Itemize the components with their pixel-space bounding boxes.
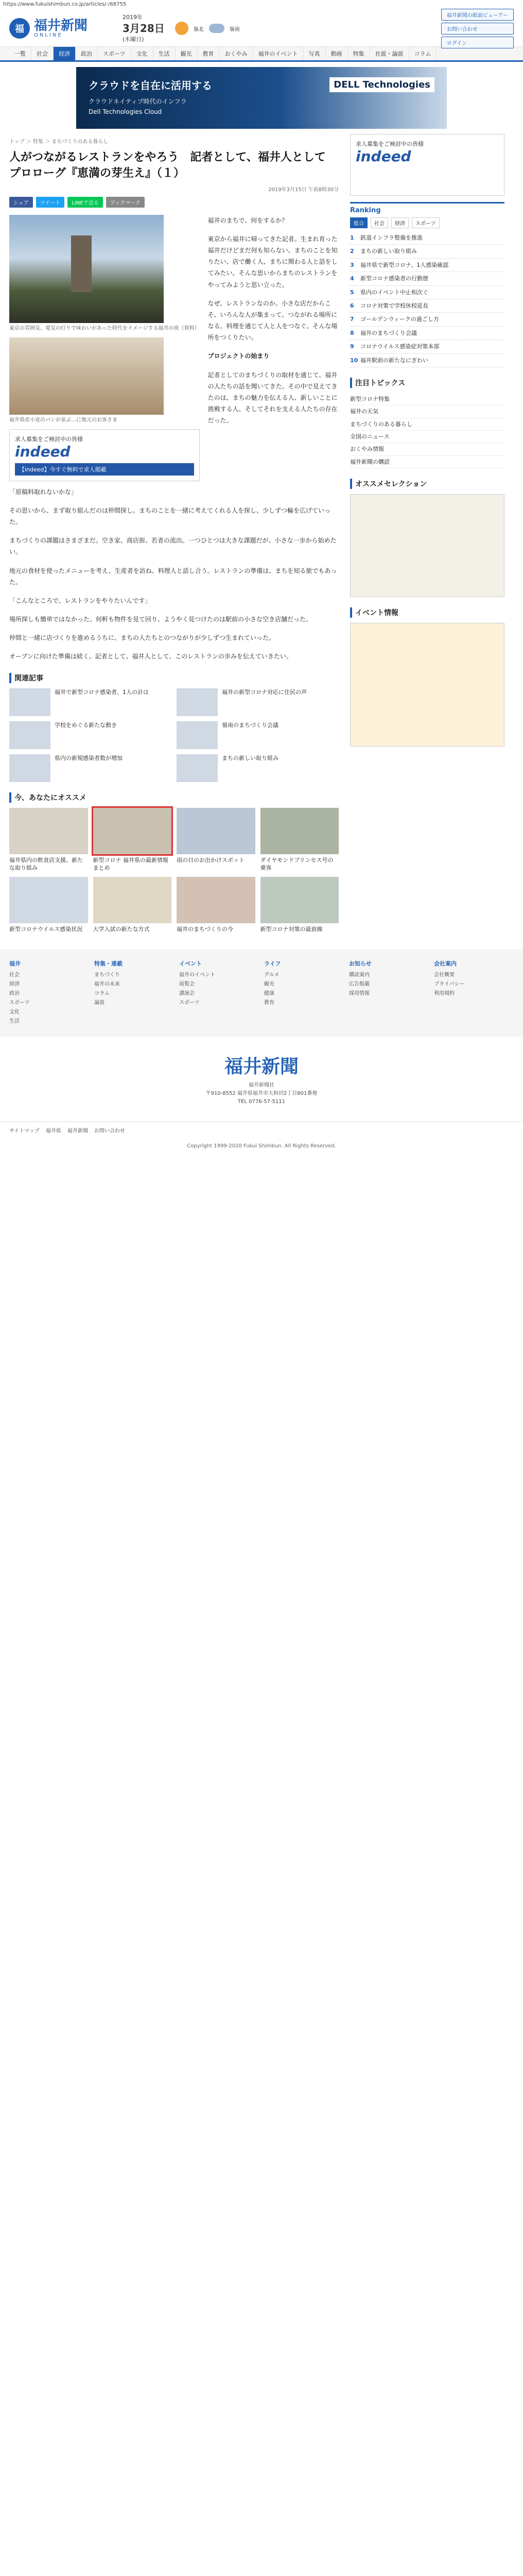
- photo-caption-2: 福井県産小麦のパンが並ぶ…に地元のお客さま: [9, 417, 117, 423]
- footer-bottom-links: [0, 1122, 523, 1138]
- ranking-title: コロナ対策で学校休校延長: [360, 302, 428, 309]
- topic-item[interactable]: おくやみ情報: [350, 443, 504, 455]
- footer-link[interactable]: 文化: [9, 1009, 20, 1015]
- indeed-tagline: 【indeed】今すぐ無料で求人掲載: [15, 463, 194, 476]
- recommend-item[interactable]: 雨の日のお出かけスポット: [177, 808, 255, 872]
- ranking-tab[interactable]: 経済: [391, 217, 409, 228]
- main-nav: [0, 47, 523, 62]
- footer-column-heading: 特集・連載: [94, 960, 123, 967]
- ranking-list: [350, 231, 504, 367]
- nav-item[interactable]: 福井のイベント: [253, 47, 304, 60]
- cloud-icon: [209, 24, 224, 33]
- photo-caption: 東京の雰囲気、電気の灯りで味わいがあった時代をイメージする福井の夜（資料）: [9, 325, 200, 331]
- article-paragraph: 場所探しも簡単ではなかった。何軒も物件を見て回り、ようやく見つけたのは駅前の小さな空き店舗だった。: [9, 616, 312, 623]
- related-item[interactable]: 学校をめぐる新たな動き: [9, 721, 171, 749]
- nav-item[interactable]: 経済: [54, 47, 76, 60]
- article-subheading: プロジェクトの始まり: [207, 352, 270, 360]
- related-thumb: [9, 688, 50, 716]
- ranking-number: 1: [350, 234, 354, 241]
- ranking-title: 福井県で新型コロナ、1人感染確認: [360, 261, 449, 268]
- ranking-heading: Ranking: [350, 207, 381, 214]
- footer-column: [179, 959, 259, 1026]
- footer-links: [0, 949, 523, 1037]
- browser-url: https://www.fukuishimbun.co.jp/articles/-/68755: [3, 2, 127, 7]
- footer-link[interactable]: 会社概要: [434, 972, 455, 978]
- selection-ad[interactable]: [350, 494, 504, 597]
- ranking-tab[interactable]: 社会: [371, 217, 388, 228]
- twitter-share-button[interactable]: ツイート: [36, 197, 65, 208]
- banner-line1: クラウドを自在に活用する: [89, 79, 212, 92]
- ranking-tab[interactable]: 総合: [350, 217, 368, 228]
- topic-item[interactable]: 福井の天気: [350, 405, 504, 418]
- nav-item[interactable]: 文化: [131, 47, 153, 60]
- ranking-title: ゴールデンウィークの過ごし方: [360, 316, 439, 323]
- topic-item[interactable]: 全国のニュース: [350, 431, 504, 443]
- footer-link[interactable]: 経済: [9, 981, 20, 987]
- ranking-number: 5: [350, 289, 354, 296]
- nav-item[interactable]: 教育: [198, 47, 220, 60]
- footer-column: [9, 959, 89, 1026]
- footer-link[interactable]: まちづくり: [94, 972, 120, 978]
- footer-link[interactable]: スポーツ: [9, 999, 30, 1006]
- footer-link[interactable]: 利用規約: [434, 990, 455, 996]
- ranking-number: 2: [350, 248, 354, 255]
- footer-link[interactable]: 政治: [9, 990, 20, 996]
- article-paragraph: 記者としてのまちづくりの取材を通じて、福井の人たちの話を聞いてきた。その中で見えてきたのは、まちの魅力を伝える人、新しいことに挑戦する人、そしてそれを支える人たちの存在だった。: [207, 371, 338, 425]
- ranking-number: 6: [350, 302, 354, 309]
- nav-item[interactable]: コラム: [409, 47, 437, 60]
- nav-item[interactable]: 動画: [326, 47, 348, 60]
- related-item[interactable]: 嶺南のまちづくり会議: [177, 721, 339, 749]
- ranking-title: まちの新しい取り組み: [360, 248, 417, 255]
- footer-link[interactable]: 社会: [9, 972, 20, 978]
- weather[interactable]: [175, 22, 240, 35]
- copyright: Copyright 1999-2020 Fukui Shimbun. All Rights Reserved.: [187, 1143, 336, 1149]
- date-display: [123, 13, 165, 44]
- nav-item[interactable]: 社会: [31, 47, 54, 60]
- footer-bottom-link[interactable]: 福井県: [45, 1128, 61, 1134]
- sidebar: [350, 134, 504, 934]
- footer-bottom-link[interactable]: サイトマップ: [9, 1128, 40, 1134]
- article-main: [9, 134, 339, 934]
- ranking-item[interactable]: [350, 272, 504, 285]
- related-heading: 関連記事: [9, 673, 339, 683]
- related-thumb: [9, 721, 50, 749]
- ranking-item[interactable]: [350, 354, 504, 367]
- footer-link[interactable]: 広告掲載: [349, 981, 370, 987]
- footer-column-heading: 福井: [9, 960, 21, 967]
- sidebar-indeed-logo: indeed: [356, 148, 411, 165]
- article-paragraph: 仲間と一緒に店づくりを進めるうちに、まちの人たちとのつながりが少しずつ生まれていった。: [9, 634, 275, 642]
- footer-link[interactable]: 論説: [94, 999, 104, 1006]
- nav-item[interactable]: スポーツ: [98, 47, 131, 60]
- publish-date: 2019年3月15日 午前8時30分: [268, 187, 339, 193]
- ranking-number: 3: [350, 261, 354, 268]
- topic-item[interactable]: まちづくりのある暮らし: [350, 418, 504, 431]
- related-thumb: [177, 754, 218, 782]
- footer-column-heading: お知らせ: [349, 960, 372, 967]
- footer-column-heading: 会社案内: [434, 960, 457, 967]
- logo-icon: 福: [9, 18, 30, 39]
- footer-link[interactable]: グルメ: [264, 972, 280, 978]
- viewer-link[interactable]: 福井新聞の紙面ビューアー: [441, 9, 514, 21]
- footer-link[interactable]: 福井のイベント: [179, 972, 215, 978]
- dell-banner-ad[interactable]: [76, 67, 447, 129]
- article-paragraph: まちづくりの課題はさまざまだ。空き家、商店街、若者の流出。一つひとつは大きな課題だが、小さな一歩から始めたい。: [9, 537, 337, 556]
- date-main: 3月28日: [123, 22, 165, 35]
- sidebar-ad-title: 求人募集をご検討中の皆様: [356, 141, 424, 147]
- breadcrumb[interactable]: トップ ＞ 特集 ＞ まちづくりのある暮らし: [9, 139, 109, 145]
- sun-icon: [175, 22, 188, 35]
- article-paragraph: 東京から福井に帰ってきた記者。生まれ育った福井だけどまだ何も知らない。まちのことを知りたい、店で働く人、まちに関わる人と話をしてみたい。そんな思いからまちのレストランをやってみようと思い立った。: [207, 235, 338, 289]
- recommend-item[interactable]: 新型コロナウイルス感染状況: [9, 877, 88, 933]
- nav-item[interactable]: 特集: [348, 47, 370, 60]
- nav-item[interactable]: 政治: [76, 47, 98, 60]
- topics-list: [350, 393, 504, 468]
- nav-item[interactable]: 一覧: [9, 47, 31, 60]
- banner-line2: クラウドネイティブ時代のインフラ: [89, 98, 187, 105]
- weather-region-2: 嶺南: [229, 26, 240, 32]
- footer-link[interactable]: 採用情報: [349, 990, 370, 996]
- related-thumb: [177, 721, 218, 749]
- footer-bottom-link[interactable]: 福井新聞: [67, 1128, 88, 1134]
- related-item[interactable]: 福井で新型コロナ感染者、1人の計は: [9, 688, 171, 716]
- weather-region-1: 嶺北: [193, 26, 204, 32]
- related-thumb: [9, 754, 50, 782]
- footer-tel: TEL 0776-57-5111: [237, 1098, 286, 1105]
- bookmark-button[interactable]: ブックマーク: [106, 197, 145, 208]
- logo-main: 福井新聞: [34, 18, 88, 33]
- footer-link[interactable]: 福井の未来: [94, 981, 120, 987]
- footer-logo-area: [0, 1037, 523, 1122]
- footer-column: [434, 959, 514, 1026]
- footer-column: [264, 959, 344, 1026]
- indeed-ad-title: 求人募集をご検討中の皆様: [15, 435, 83, 443]
- event-heading: イベント情報: [350, 607, 504, 618]
- footer-link[interactable]: 教育: [264, 999, 274, 1006]
- footer-link[interactable]: プライバシー: [434, 981, 465, 987]
- article-title: 人がつながるレストランをやろう 記者として、福井人として プロローグ『恵満の芽生え』（１）: [9, 151, 337, 180]
- facebook-share-button[interactable]: シェア: [9, 197, 33, 208]
- recommend-item[interactable]: 新型コロナ 福井県の最新情報まとめ: [93, 808, 172, 872]
- contact-link[interactable]: お問い合わせ: [441, 23, 514, 35]
- ranking-item[interactable]: [350, 340, 504, 353]
- ranking-tab[interactable]: スポーツ: [412, 217, 440, 228]
- ranking-title: 県内のイベント中止相次ぐ: [360, 289, 428, 296]
- indeed-logo: indeed: [15, 443, 71, 460]
- ranking-number: 9: [350, 343, 354, 350]
- date-year: 2019年: [123, 13, 143, 21]
- topic-item[interactable]: 福井新聞の購読: [350, 456, 504, 468]
- footer-link[interactable]: 健康: [264, 990, 274, 996]
- date-weekday: (木曜日): [123, 36, 144, 43]
- article-paragraph: その思いから、まず取り組んだのは仲間探し。まちのことを一緒に考えてくれる人を探し、少しずつ輪を広げていった。: [9, 506, 331, 526]
- footer-link[interactable]: 観光: [264, 981, 274, 987]
- footer-link[interactable]: 展覧会: [179, 981, 195, 987]
- banner-line3: Dell Technologies Cloud: [89, 108, 162, 115]
- line-share-button[interactable]: LINEで送る: [67, 197, 102, 208]
- footer-bottom-link[interactable]: お問い合わせ: [94, 1128, 125, 1134]
- indeed-ad[interactable]: [9, 429, 200, 481]
- recommend-item[interactable]: 大学入試の新たな方式: [93, 877, 172, 933]
- ranking-title: コロナウイルス感染症対策本部: [360, 343, 440, 350]
- nav-item[interactable]: おくやみ: [220, 47, 253, 60]
- ranking-title: 福井のまちづくり会議: [360, 329, 417, 336]
- ranking-tabs: [350, 217, 504, 228]
- topics-heading: 注目トピックス: [350, 378, 504, 388]
- recommend-item[interactable]: 福井のまちづくりの今: [177, 877, 255, 933]
- ranking-number: 7: [350, 316, 354, 323]
- banner-brand: DELL Technologies: [329, 77, 434, 92]
- footer-logo[interactable]: 福井新聞: [224, 1056, 299, 1077]
- article-paragraph: オープンに向けた準備は続く。記者として、福井人として、このレストランの歩みを伝えていきたい。: [9, 653, 292, 660]
- ranking-title: 新型コロナ感染者の行動歴: [360, 275, 428, 282]
- site-logo[interactable]: [9, 18, 112, 39]
- article-paragraph: 福井のまちで、何をするか？: [207, 216, 288, 224]
- login-link[interactable]: ログイン: [441, 37, 514, 48]
- selection-heading: オススメセレクション: [350, 479, 504, 489]
- footer-link[interactable]: 生活: [9, 1018, 20, 1024]
- ranking-item[interactable]: [350, 327, 504, 340]
- site-header: [0, 10, 523, 47]
- article-photo-2: [9, 337, 164, 415]
- footer-address: 〒910-8552 福井県福井市大和田2丁目801番地: [205, 1090, 318, 1096]
- ranking-item[interactable]: [350, 286, 504, 299]
- ranking-title: 福井駅前の新たなにぎわい: [360, 357, 428, 364]
- header-links: [441, 9, 514, 48]
- article-paragraph: なぜ、レストランなのか。小さな店だからこそ、いろんな人が集まって、つながれる場所になる。料理を通じて人と人をつなぐ。そんな場所をつくりたい。: [207, 299, 338, 342]
- related-item[interactable]: まちの新しい取り組み: [177, 754, 339, 782]
- footer-link[interactable]: コラム: [94, 990, 110, 996]
- article-paragraph: 「原稿料取れないかな」: [9, 488, 78, 496]
- ranking-number: 8: [350, 329, 354, 336]
- article-paragraph: 地元の食材を使ったメニューを考え、生産者を訪ね、料理人と話し合う。レストランの準備は、まちを知る旅でもあった。: [9, 567, 337, 586]
- footer-column: [349, 959, 429, 1026]
- related-list: [9, 688, 339, 782]
- related-item[interactable]: 県内の新規感染者数が増加: [9, 754, 171, 782]
- topic-item[interactable]: 新型コロナ特集: [350, 393, 504, 405]
- nav-item[interactable]: 写真: [304, 47, 326, 60]
- ranking-item[interactable]: [350, 231, 504, 245]
- related-thumb: [177, 688, 218, 716]
- sidebar-ad[interactable]: [350, 134, 504, 196]
- ranking-item[interactable]: [350, 299, 504, 313]
- article-paragraph: 「こんなところで、レストランをやりたいんです」: [9, 597, 151, 604]
- ranking-title: 鉄道インフラ整備を推進: [360, 234, 423, 241]
- event-ad[interactable]: [350, 623, 504, 747]
- article-photo: [9, 215, 164, 323]
- ranking-item[interactable]: [350, 313, 504, 326]
- footer-column-heading: イベント: [179, 960, 202, 967]
- ranking-item[interactable]: [350, 259, 504, 272]
- share-buttons: [9, 197, 339, 208]
- footer-link[interactable]: スポーツ: [179, 999, 200, 1006]
- recommend-item[interactable]: ダイヤモンドプリンセス号の乗客: [260, 808, 339, 872]
- ranking-number: 4: [350, 275, 354, 282]
- footer-column-heading: ライフ: [264, 960, 281, 967]
- footer-company: 福井新聞社: [249, 1082, 274, 1088]
- recommend-item[interactable]: 福井県内の飲食店支援、新たな取り組み: [9, 808, 88, 872]
- footer-link[interactable]: 講演会: [179, 990, 195, 996]
- related-item[interactable]: 福井の新型コロナ対応に住民の声: [177, 688, 339, 716]
- recommend-item[interactable]: 新型コロナ対策の最前線: [260, 877, 339, 933]
- footer-link[interactable]: 購読案内: [349, 972, 370, 978]
- nav-item[interactable]: 観光: [176, 47, 198, 60]
- recommend-heading: 今、あなたにオススメ: [9, 792, 339, 803]
- ranking-item[interactable]: [350, 245, 504, 258]
- nav-item[interactable]: 社説・論説: [370, 47, 409, 60]
- ranking-number: 10: [350, 357, 358, 364]
- ranking: [350, 202, 504, 367]
- recommend-grid: [9, 808, 339, 934]
- logo-sub: ONLINE: [34, 32, 63, 38]
- nav-item[interactable]: 生活: [153, 47, 176, 60]
- footer-column: [94, 959, 174, 1026]
